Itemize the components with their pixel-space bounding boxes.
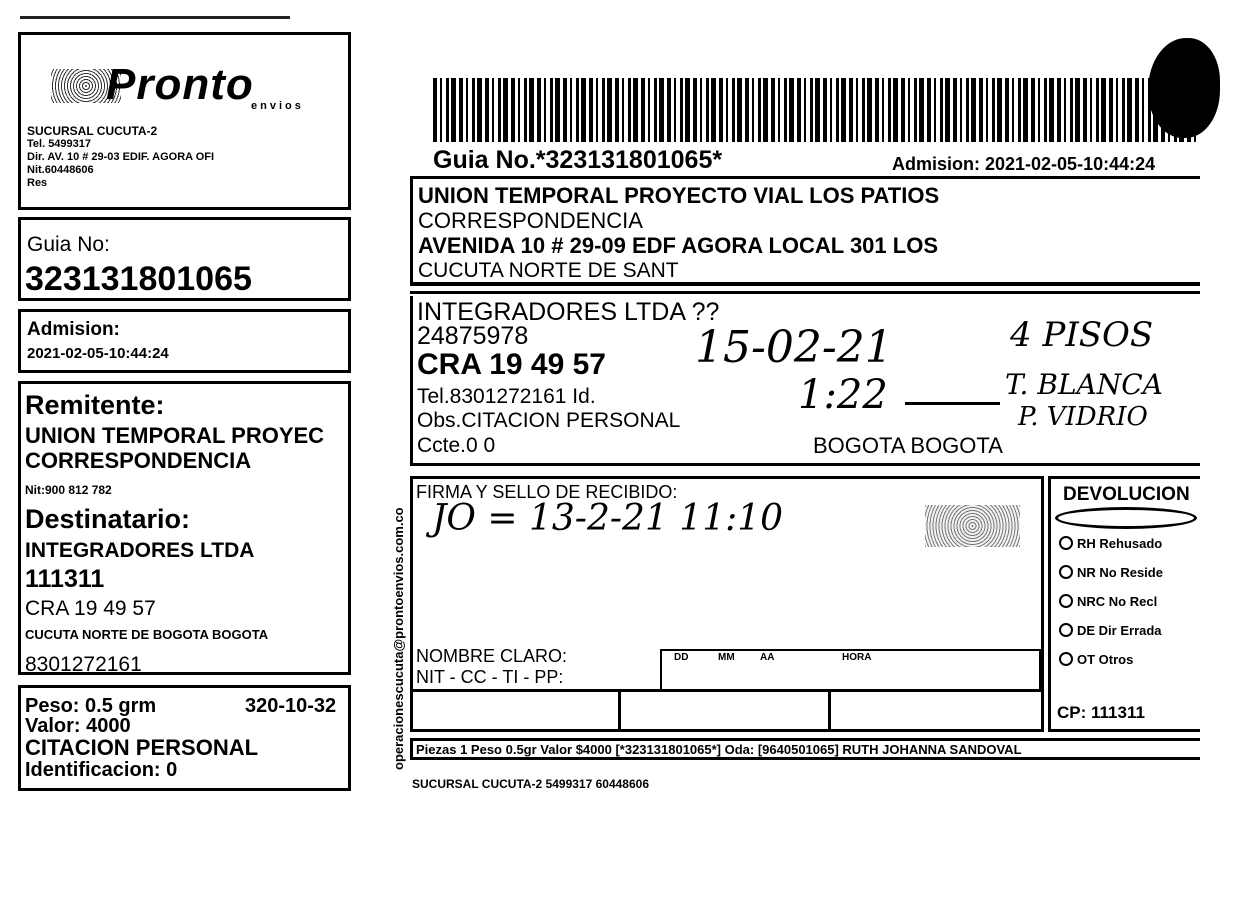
branch-nit: Nit.60448606	[27, 164, 94, 176]
handwritten-dash	[905, 402, 1000, 405]
sender-line2: CORRESPONDENCIA	[418, 208, 643, 233]
valor: Valor: 4000	[25, 715, 131, 737]
guia-box	[18, 217, 351, 301]
recipient-line5: Obs.CITACION PERSONAL	[417, 409, 681, 432]
dest-code: 111311	[25, 565, 105, 593]
dest-address: CRA 19 49 57	[25, 597, 156, 620]
sender-box	[410, 176, 1200, 286]
radio-option-3[interactable]	[1059, 594, 1073, 608]
recipient-line6: Ccte.0 0	[417, 434, 496, 457]
admision-box	[18, 309, 351, 373]
sender-line3: AVENIDA 10 # 29-09 EDF AGORA LOCAL 301 LOS	[418, 233, 938, 258]
option-no-recl[interactable]: NRC No Recl	[1077, 594, 1158, 609]
parties-box	[18, 381, 351, 675]
recipient-line2: 24875978	[417, 322, 529, 350]
handwritten-receipt: JO = 13-2-21 11:10	[432, 498, 784, 539]
branch-tel: Tel. 5499317	[27, 138, 92, 150]
identificacion: Identificacion: 0	[25, 759, 178, 781]
peso-box	[18, 685, 351, 791]
radio-option-5[interactable]	[1059, 652, 1073, 666]
mm-label: MM	[718, 652, 735, 663]
circled-option	[1055, 507, 1197, 529]
guia-header: Guia No.*323131801065*	[433, 146, 723, 174]
option-no-reside[interactable]: NR No Reside	[1077, 565, 1163, 580]
devolucion-box	[1048, 476, 1200, 732]
scan-mark	[20, 16, 290, 19]
sender-line4: CUCUTA NORTE DE SANT	[418, 259, 679, 282]
guia-number: 323131801065	[25, 260, 252, 298]
option-otros[interactable]: OT Otros	[1077, 652, 1134, 667]
destinatario-label: Destinatario:	[25, 504, 191, 534]
ink-blot	[1148, 38, 1220, 138]
option-dir-errada[interactable]: DE Dir Errada	[1077, 623, 1162, 638]
nombre-claro-label: NOMBRE CLARO:	[416, 646, 568, 666]
divider	[410, 291, 1200, 294]
nit-types-label: NIT - CC - TI - PP:	[416, 667, 564, 687]
dd-label: DD	[674, 652, 689, 663]
field-cell-1[interactable]	[618, 689, 621, 729]
stamp-smudge	[925, 505, 1020, 547]
logo-text: Pronto	[106, 60, 254, 109]
divider	[410, 463, 1200, 466]
branch-res: Res	[27, 177, 48, 189]
recipient-city: BOGOTA BOGOTA	[813, 433, 1003, 458]
recipient-line1: INTEGRADORES LTDA ??	[417, 298, 720, 326]
recipient-line4: Tel.8301272161 Id.	[417, 385, 596, 408]
handwritten-note-white: T. BLANCA	[1005, 368, 1163, 401]
footer-line-box	[410, 738, 1200, 760]
recipient-line3: CRA 19 49 57	[417, 348, 606, 381]
sender-line1: UNION TEMPORAL PROYECTO VIAL LOS PATIOS	[418, 183, 940, 208]
branch-name: SUCURSAL CUCUTA-2	[27, 124, 158, 138]
firma-label: FIRMA Y SELLO DE RECIBIDO:	[416, 482, 678, 502]
remitente-name: UNION TEMPORAL PROYEC	[25, 423, 325, 448]
field-cell-2[interactable]	[828, 689, 831, 729]
remitente-nit: Nit:900 812 782	[25, 483, 112, 497]
admision-value: 2021-02-05-10:44:24	[27, 345, 169, 362]
branch-address: Dir. AV. 10 # 29-03 EDIF. AGORA OFI	[27, 151, 215, 163]
remitente-label: Remitente:	[25, 390, 165, 420]
dest-name: INTEGRADORES LTDA	[25, 539, 255, 562]
dest-city: CUCUTA NORTE DE BOGOTA BOGOTA	[25, 627, 269, 642]
branch-box	[18, 32, 351, 210]
devolucion-title: DEVOLUCION	[1063, 484, 1190, 505]
barcode	[433, 78, 1197, 142]
radio-option-1[interactable]	[1059, 536, 1073, 550]
aa-label: AA	[760, 652, 775, 663]
footer-line: Piezas 1 Peso 0.5gr Valor $4000 [*323131801065*] Oda: [9640501065] RUTH JOHANNA SANDOVAL	[416, 742, 1022, 757]
handwritten-time: 1:22	[798, 372, 888, 418]
radio-option-4[interactable]	[1059, 623, 1073, 637]
remitente-dept: CORRESPONDENCIA	[25, 448, 252, 473]
admision-header: Admision: 2021-02-05-10:44:24	[892, 154, 1156, 174]
cp-value: CP: 111311	[1057, 703, 1145, 722]
date-field-box[interactable]	[660, 649, 1041, 689]
logo-subtext: envios	[251, 100, 304, 112]
bottom-row	[413, 689, 1041, 692]
handwritten-note-floors: 4 PISOS	[1010, 315, 1154, 355]
handwritten-date: 15-02-21	[695, 322, 893, 373]
handwritten-note-glass: P. VIDRIO	[1018, 402, 1148, 432]
peso-code: 320-10-32	[245, 695, 337, 717]
admision-label: Admision:	[27, 319, 120, 340]
obs: CITACION PERSONAL	[25, 735, 259, 760]
peso: Peso: 0.5 grm	[25, 695, 157, 717]
guia-label: Guia No:	[27, 233, 110, 256]
dest-phone: 8301272161	[25, 653, 142, 676]
hora-label: HORA	[842, 652, 872, 663]
option-rehusado[interactable]: RH Rehusado	[1077, 536, 1163, 551]
radio-option-2[interactable]	[1059, 565, 1073, 579]
footer-branch: SUCURSAL CUCUTA-2 5499317 60448606	[412, 777, 649, 791]
logo	[51, 60, 341, 112]
